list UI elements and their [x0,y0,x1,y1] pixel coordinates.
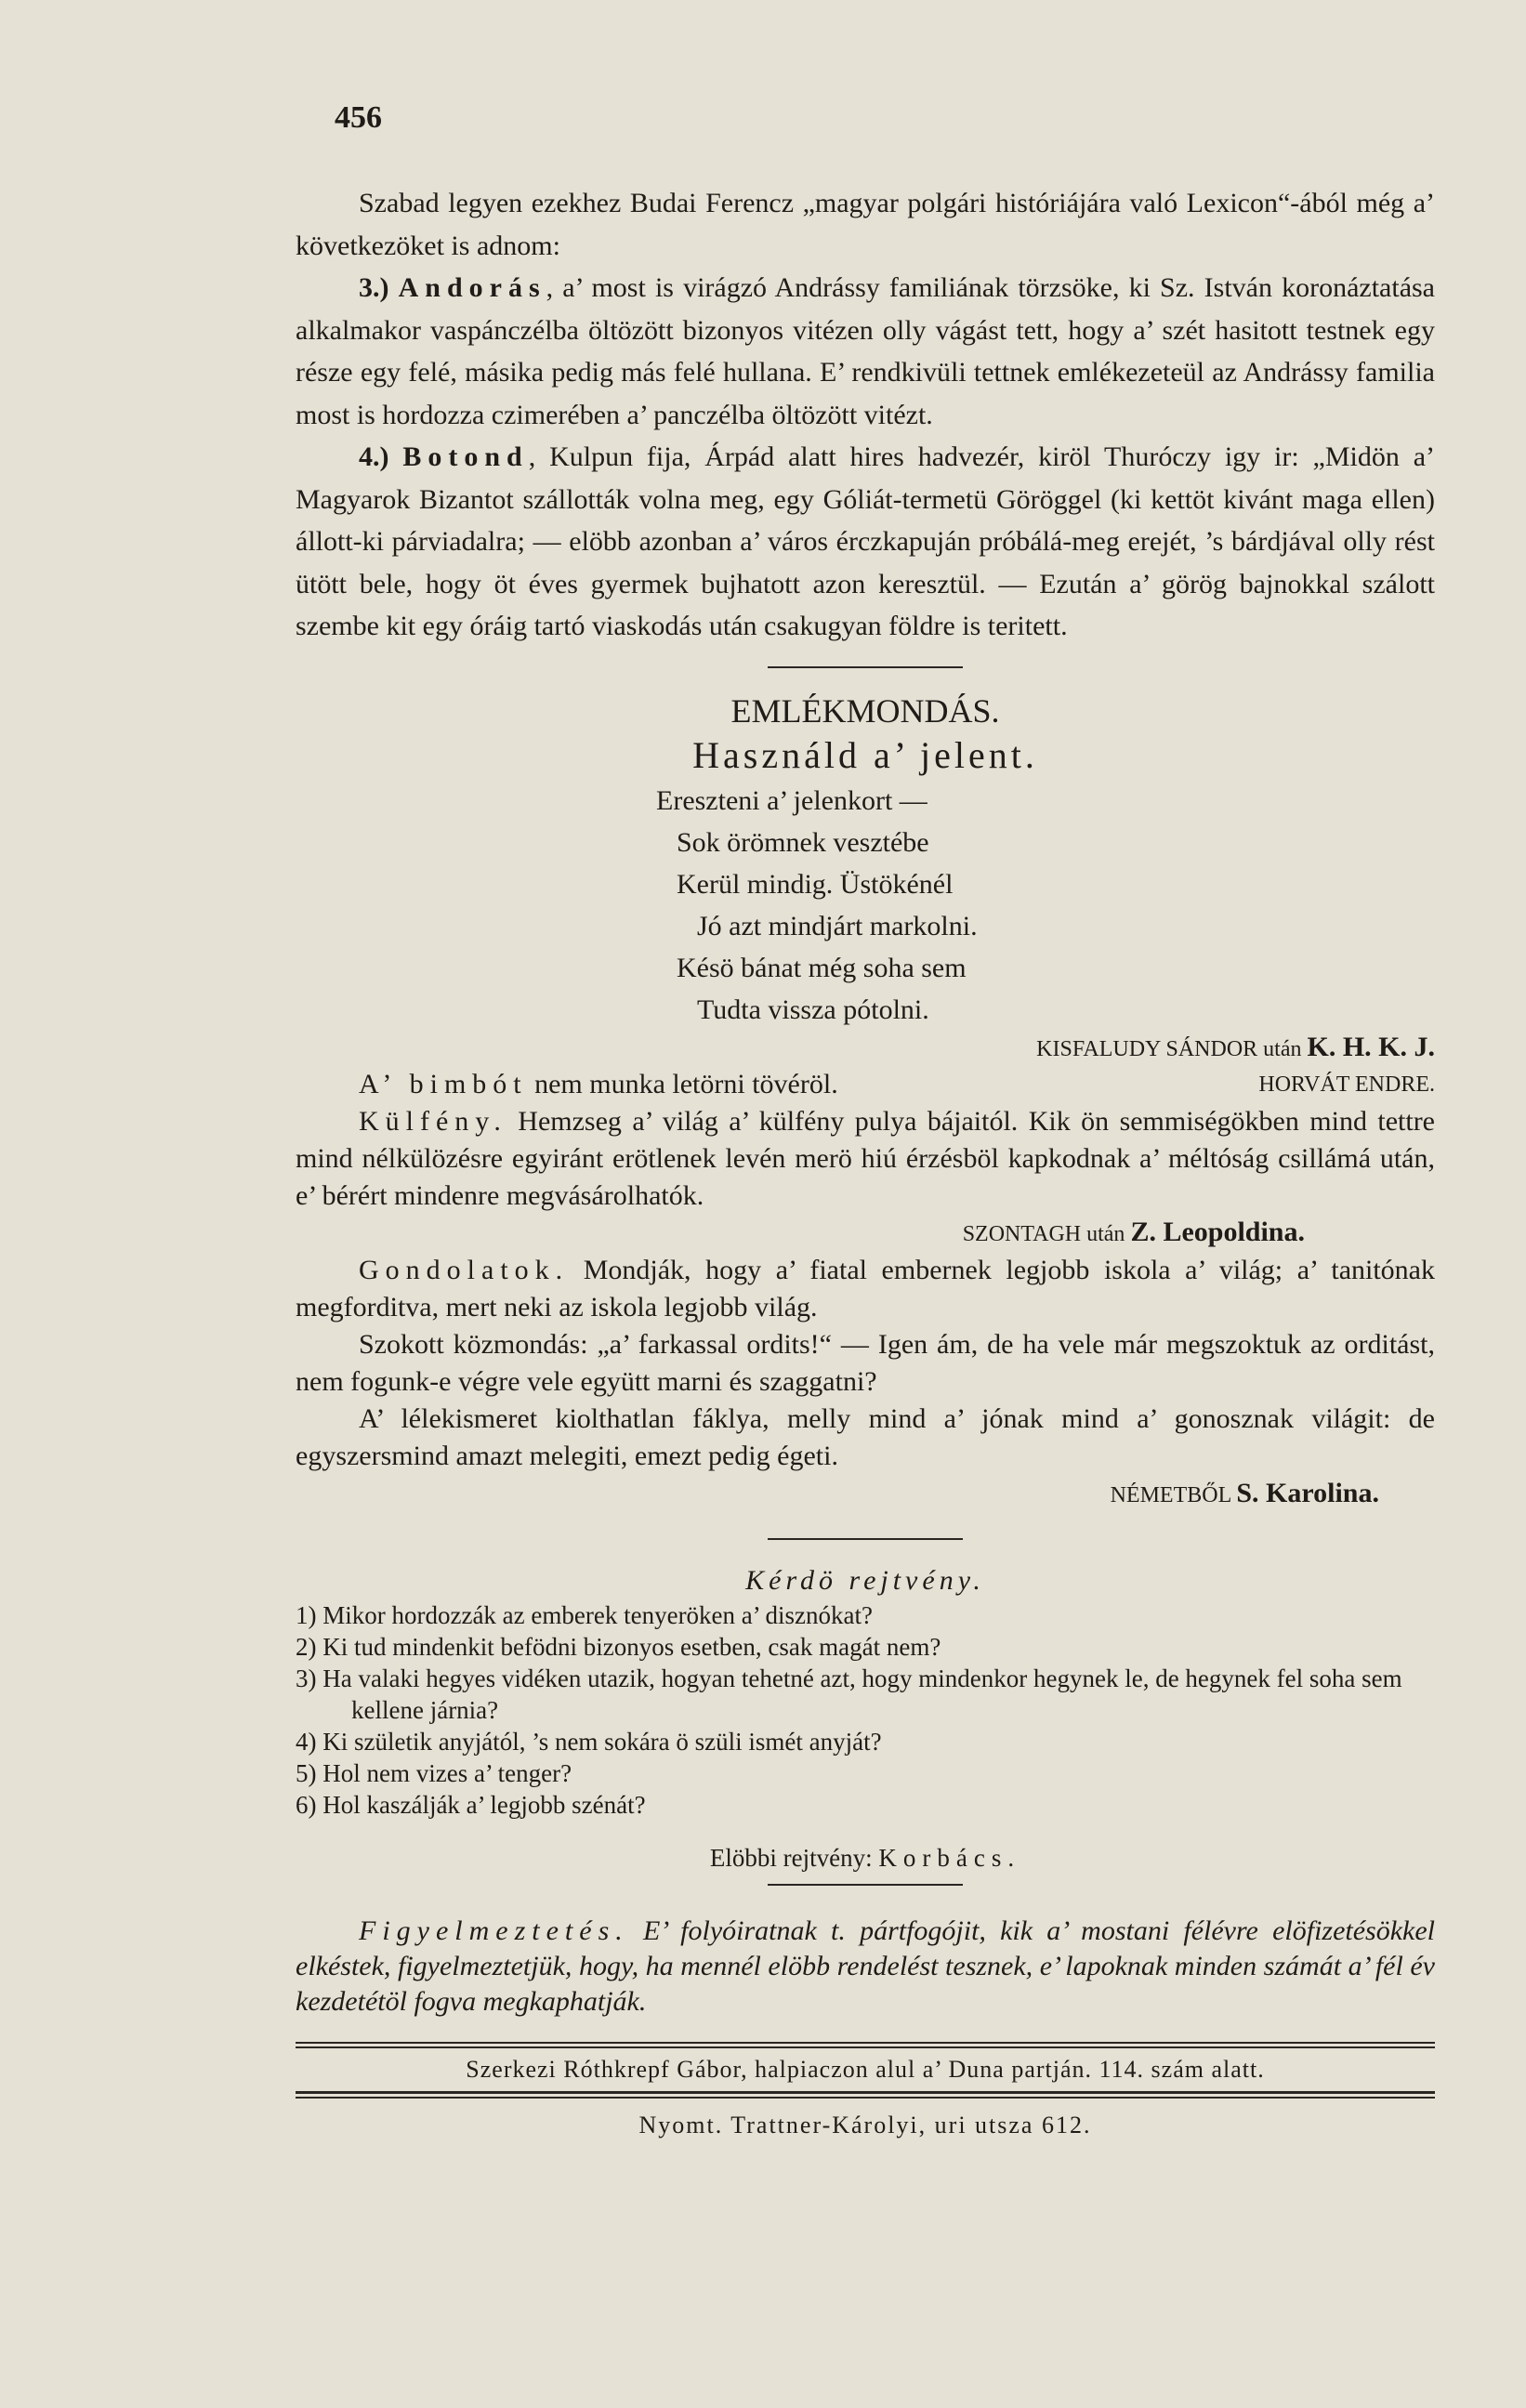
footer-rule [296,2097,1435,2099]
page-number: 456 [335,100,382,135]
riddle-previous [296,1839,1435,1876]
notice-title: Figyelmeztetés. [359,1915,629,1946]
poem-lines [656,780,1435,1031]
riddle-previous-answer: Korbács. [878,1843,1021,1872]
riddle-question: 6) Hol kaszálják a’ legjobb szénát? [296,1790,646,1819]
riddle-question: 3) Ha valaki hegyes vidéken utazik, hogyan tehetné azt, hogy mindenkor hegynek le, de hegynek fel soha sem kellene járnia? [296,1664,1402,1724]
poem-line: Késö bánat még soha sem [677,952,967,983]
footer-rule [296,2042,1435,2044]
entry-text: , a’ most is virágzó Andrássy familiának törzsöke, ki Sz. István koronáztatása alkalmakor vaspánczélba öltözött bizonyos vitézen olly vágást tett, hogy a’ szét hasitott testnek egy része egy felé, másika pedig más felé hullana. E’ rendkivüli tettnek emlékezeteül az Andrássy familia most is hordozza czimerében a’ panczélba öltözött vitézt. [296,272,1435,430]
signature-small: KISFALUDY SÁNDOR után [1036,1036,1302,1061]
footer-editor: Szerkezi Róthkrepf Gábor, halpiaczon alul a’ Duna partján. 114. szám alatt. [466,2055,1265,2083]
aphorism-title: A’ bimbót [359,1068,528,1099]
riddle-heading: Kérdö rejtvény. [745,1564,985,1596]
entry-text: , Kulpun fija, Árpád alatt hires hadvezér, kiröl Thuróczy igy ir: „Midön a’ Magyarok Bizantot szállották volna meg, egy Góliát-termetü Göröggel (ki kettöt kivánt maga ellen) állott-ki párviadalra; — elöbb azonban a’ város érczkapuján próbálá-meg erejét, ’s bárdjával olly rést ütött bele, hogy öt éves gyermek bujhatott azon keresztül. — Ezután a’ görög bajnokkal szálott szembe kit egy óráig tartó viaskodás után csakugyan földre is teritett. [296,441,1436,641]
aphorism-bimbot [296,1066,1435,1103]
aphorism-title: Külfény. [359,1105,507,1137]
aphorism-gondolatok [296,1252,1435,1326]
entry-andoras [296,267,1435,436]
notice-text: E’ folyóiratnak t. pártfogójit, kik a’ mostani félévre elöfizetésökkel elkéstek, figyelmeztetjük, hogy, ha mennél elöbb rendelést tesznek, e’ lapoknak minden számát a’ fél év kezdetétöl fogva megkaphatják. [296,1915,1435,2017]
poem-heading: EMLÉKMONDÁS. [730,691,1000,730]
signature-name: K. H. K. J. [1307,1031,1435,1062]
aphorism-text: Mondják, hogy a’ fiatal embernek legjobb iskola a’ világ; a’ tanitónak megforditva, mert neki az iskola legjobb világ. [296,1254,1435,1322]
signature-small: SZONTAGH után [962,1221,1125,1246]
aphorism-conscience: A’ lélekismeret kiolthatlan fáklya, melly mind a’ jónak mind a’ gonosznak világit: de egyszersmind amazt melegiti, emezt pedig égeti. [296,1402,1435,1471]
riddle-previous-label: Elöbbi rejtvény: [709,1843,873,1872]
riddle-question: 1) Mikor hordozzák az emberek tenyeröken a’ disznókat? [296,1600,873,1629]
footer-printer: Nyomt. Trattner-Károlyi, uri utsza 612. [638,2111,1092,2138]
footer-rule [296,2091,1435,2094]
entry-number: 3.) [359,272,389,303]
poem-signature [296,1031,1435,1066]
signature-name: Z. Leopoldina. [1130,1216,1305,1247]
aphorism-text: Hemzseg a’ világ a’ külfény pulya bájaitól. Kik ön semmiségökben mind tettre mind nélkülözésre egyiránt erötlenek levén merö hiú érzésböl kapkodnak a’ méltóság csillámá után, e’ bérért mindenre megvásárolhatók. [296,1105,1435,1211]
poem-line: Sok örömnek vesztébe [677,826,929,858]
aphorism-signature [296,1475,1435,1514]
section-divider [768,1538,963,1540]
poem-line: Ereszteni a’ jelenkort — [656,784,927,816]
aphorism-proverb: Szokott közmondás: „a’ farkassal ordits!“ — Igen ám, de ha vele már megszoktuk az orditást, nem fogunk-e végre vele együtt marni és szaggatni? [296,1328,1435,1397]
aphorism-text: nem munka letörni tövéröl. [527,1068,838,1099]
entry-name: Botond [402,441,529,472]
signature-small: NÉMETBŐL [1110,1482,1231,1507]
poem-line: Tudta vissza pótolni. [697,993,929,1025]
aphorism-signature [296,1215,1435,1252]
entry-botond [296,436,1435,648]
entry-number: 4.) [359,441,389,472]
entry-name: Andorás [398,272,546,303]
aphorism-kulfeny [296,1103,1435,1215]
poem-line: Kerül mindig. Üstökénél [677,868,954,900]
page-body [296,182,1435,2141]
riddle-questions [296,1599,1435,1821]
aphorism-signature: HORVÁT ENDRE. [1258,1072,1435,1097]
intro-paragraph: Szabad legyen ezekhez Budai Ferencz „magyar polgári históriájára való Lexicon“-ából még a’ következöket is adnom: [296,188,1435,261]
footer-rule [296,2046,1435,2048]
section-divider [768,666,963,668]
riddle-question: 5) Hol nem vizes a’ tenger? [296,1758,572,1787]
poem-title: Használd a’ jelent. [692,733,1038,776]
notice-paragraph [296,1914,1435,2020]
section-divider [768,1884,963,1886]
riddle-question: 4) Ki születik anyjától, ’s nem sokára ö szüli ismét anyját? [296,1727,882,1756]
riddle-question: 2) Ki tud mindenkit befödni bizonyos esetben, csak magát nem? [296,1632,941,1661]
poem-line: Jó azt mindjárt markolni. [697,910,978,941]
aphorism-title: Gondolatok. [359,1254,570,1285]
signature-name: S. Karolina. [1236,1477,1379,1508]
